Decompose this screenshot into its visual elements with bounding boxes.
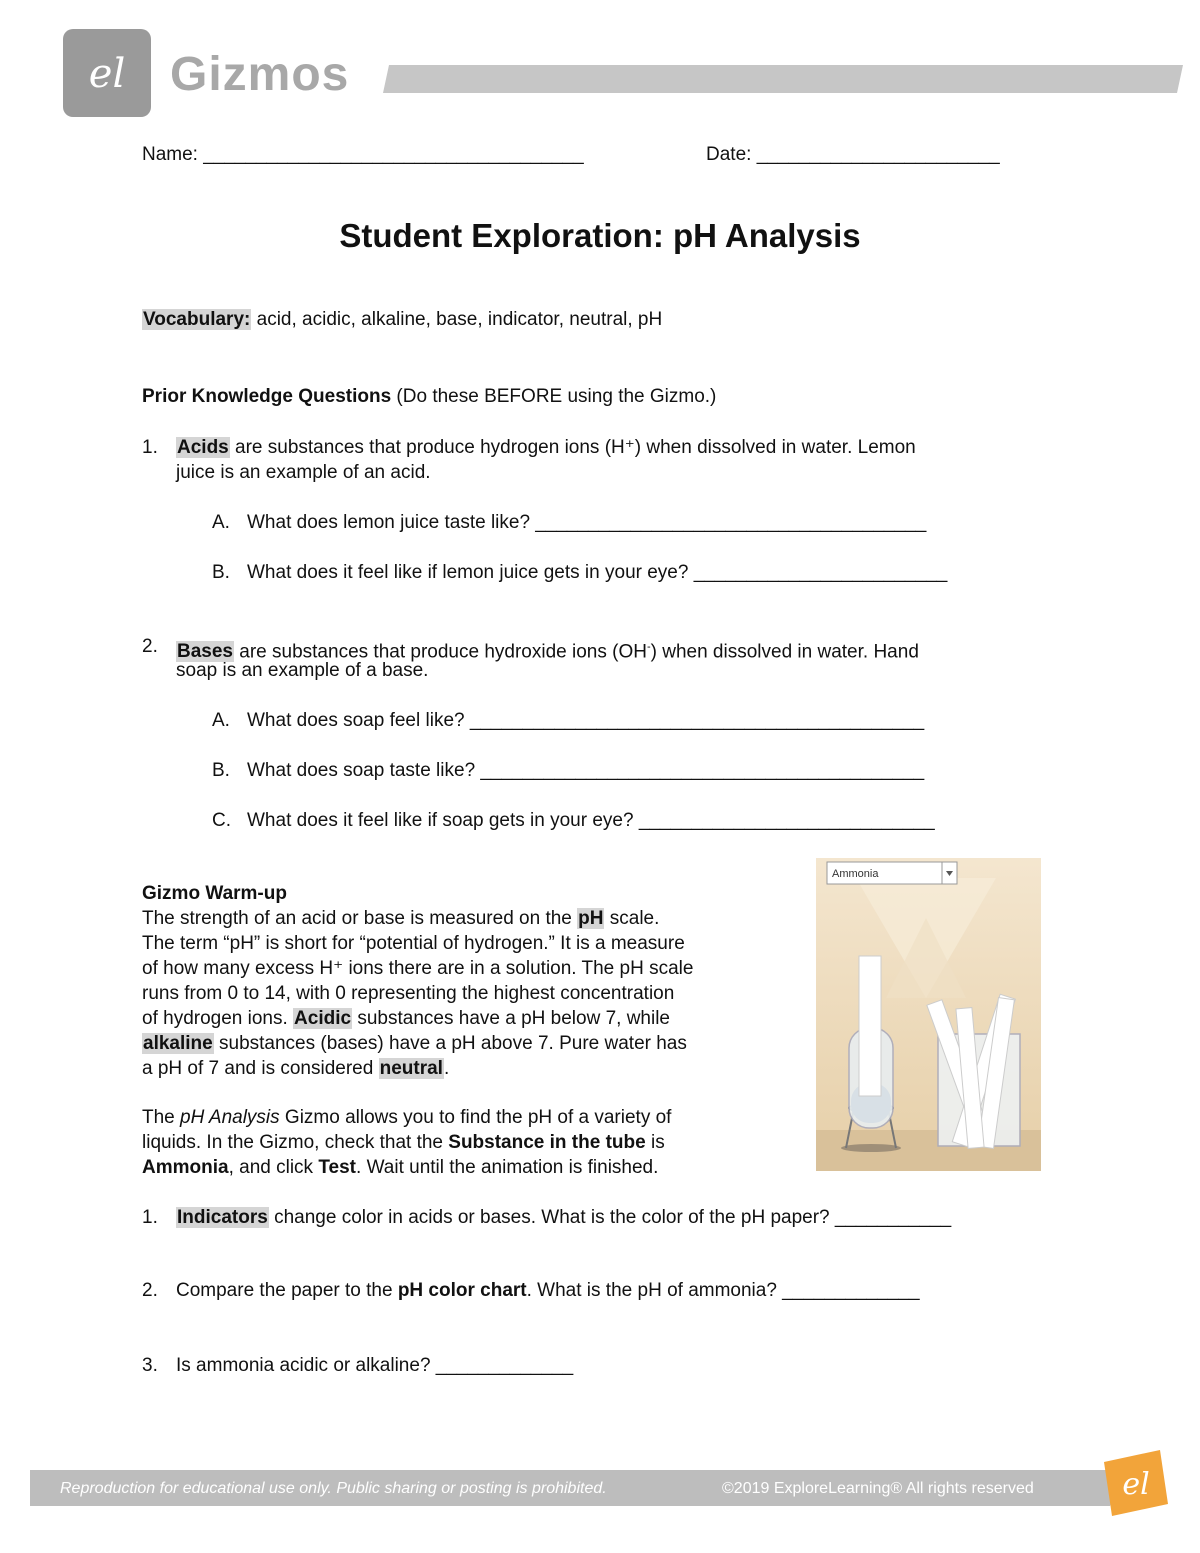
name-field[interactable]: ____________________________________	[203, 144, 584, 165]
explorelearning-logo	[63, 29, 151, 117]
pk-q2c-question[interactable]: What does it feel like if soap gets in your eye? ____________________________	[247, 810, 935, 831]
date-line	[706, 143, 1000, 167]
wu-q2-text: . What is the pH of ammonia? _____________	[526, 1280, 920, 1301]
pk-q2a-letter: A.	[212, 710, 230, 731]
vocabulary-terms: acid, acidic, alkaline, base, indicator, neutral, pH	[251, 309, 663, 330]
pk-q2b-question[interactable]: What does soap taste like? __________________________________________	[247, 760, 925, 781]
warmup-line-2: The term “pH” is short for “potential of hydrogen.” It is a measure	[142, 933, 685, 954]
date-field[interactable]: _______________________	[756, 144, 1000, 165]
prior-knowledge-heading	[142, 385, 716, 409]
warmup-para2-line-3	[142, 1156, 658, 1180]
wu-q2-number: 2.	[142, 1280, 158, 1301]
wu-q2-text: Compare the paper to the	[176, 1280, 398, 1301]
pk-q1b-letter: B.	[212, 562, 230, 583]
date-label: Date:	[706, 144, 752, 165]
warmup-text: liquids. In the Gizmo, check that the	[142, 1132, 449, 1153]
warmup-text: Gizmo allows you to find the pH of a variety of	[279, 1107, 672, 1128]
el-logo-icon	[63, 29, 151, 117]
wu-q1-number: 1.	[142, 1207, 158, 1228]
gizmo-name: pH Analysis	[180, 1107, 280, 1128]
substance-label: Substance in the tube	[448, 1132, 646, 1153]
term-acidic: Acidic	[294, 1008, 352, 1029]
wu-q1-text: change color in acids or bases. What is the color of the pH paper? ___________	[268, 1207, 952, 1228]
term-acids: Acids	[177, 437, 229, 458]
warmup-line-1	[142, 907, 659, 931]
footer-copyright: ©2019 ExploreLearning® All rights reserved	[722, 1480, 1034, 1497]
warmup-text: . Wait until the animation is finished.	[356, 1157, 659, 1178]
pk-q2-text-a: are substances that produce hydroxide ions (OH	[234, 641, 647, 663]
ammonia-label: Ammonia	[142, 1157, 229, 1178]
pk-q1-text: are substances that produce hydrogen ions (H⁺) when dissolved in water. Lemon	[229, 437, 916, 458]
term-indicators: Indicators	[177, 1207, 268, 1228]
term-bases: Bases	[177, 641, 233, 663]
warmup-text: substances (bases) have a pH above 7. Pure water has	[213, 1033, 687, 1054]
warmup-text: , and click	[228, 1157, 319, 1178]
vocabulary-label: Vocabulary:	[143, 309, 251, 330]
term-ph: pH	[578, 908, 604, 929]
warmup-text: The strength of an acid or base is measured on the	[142, 908, 578, 929]
prior-knowledge-note: (Do these BEFORE using the Gizmo.)	[391, 386, 717, 407]
svg-text:el: el	[1122, 1467, 1150, 1502]
explorelearning-footer-logo-icon	[1098, 1448, 1170, 1518]
warmup-line-3: of how many excess H⁺ ions there are in a solution. The pH scale	[142, 958, 694, 979]
ph-color-chart-label: pH color chart	[397, 1280, 527, 1301]
name-line	[142, 143, 584, 167]
warmup-text: substances have a pH below 7, while	[352, 1008, 670, 1029]
pk-q1-line2: juice is an example of an acid.	[176, 462, 431, 483]
wu-q3[interactable]: Is ammonia acidic or alkaline? _____________	[176, 1355, 574, 1376]
page-title: Student Exploration: pH Analysis	[339, 217, 861, 254]
warmup-line-5	[142, 1007, 670, 1031]
brand-name: Gizmos	[170, 48, 350, 101]
warmup-line-4: runs from 0 to 14, with 0 representing the highest concentration	[142, 983, 675, 1004]
warmup-text: scale.	[604, 908, 660, 929]
wu-q1[interactable]	[176, 1206, 951, 1230]
warmup-text: .	[443, 1058, 450, 1079]
pk-q2b-letter: B.	[212, 760, 230, 781]
pk-q2-number: 2.	[142, 636, 158, 657]
test-label: Test	[318, 1157, 357, 1178]
pk-q1-number: 1.	[142, 437, 158, 458]
warmup-text: The	[142, 1107, 181, 1128]
term-neutral: neutral	[379, 1058, 443, 1079]
pk-q1a-question[interactable]: What does lemon juice taste like? _____________________________________	[247, 512, 927, 533]
svg-text:el: el	[88, 51, 126, 97]
pk-q2-text-b: ) when dissolved in water. Hand	[650, 641, 919, 663]
warmup-text: of hydrogen ions.	[142, 1008, 294, 1029]
warmup-text: is	[645, 1132, 665, 1153]
pk-q2a-question[interactable]: What does soap feel like? ___________________________________________	[247, 710, 925, 731]
dropdown-value: Ammonia	[832, 868, 879, 880]
wu-q2[interactable]	[176, 1279, 920, 1303]
name-label: Name:	[142, 144, 198, 165]
pk-q2-superscript: -	[646, 641, 651, 653]
wu-q3-number: 3.	[142, 1355, 158, 1376]
warmup-para2-line-1	[142, 1106, 671, 1130]
pk-q1a-letter: A.	[212, 512, 230, 533]
pk-q2c-letter: C.	[212, 810, 231, 831]
warmup-line-6	[142, 1032, 687, 1056]
header-bar	[383, 65, 1183, 93]
warmup-line-7	[142, 1057, 449, 1081]
prior-knowledge-title: Prior Knowledge Questions	[142, 386, 392, 407]
pk-q1b-question[interactable]: What does it feel like if lemon juice gets in your eye? ________________________	[247, 562, 948, 583]
warmup-text: a pH of 7 and is considered	[142, 1058, 379, 1079]
footer-copyright-notice: Reproduction for educational use only. Public sharing or posting is prohibited.	[60, 1480, 607, 1497]
gizmo-screenshot	[816, 858, 1041, 1171]
warmup-para2-line-2	[142, 1131, 665, 1155]
pk-q1-line1	[176, 436, 916, 460]
warmup-heading: Gizmo Warm-up	[142, 883, 287, 904]
term-alkaline: alkaline	[143, 1033, 213, 1054]
pk-q2-line2: soap is an example of a base.	[176, 660, 429, 681]
vocabulary-line	[142, 308, 662, 332]
